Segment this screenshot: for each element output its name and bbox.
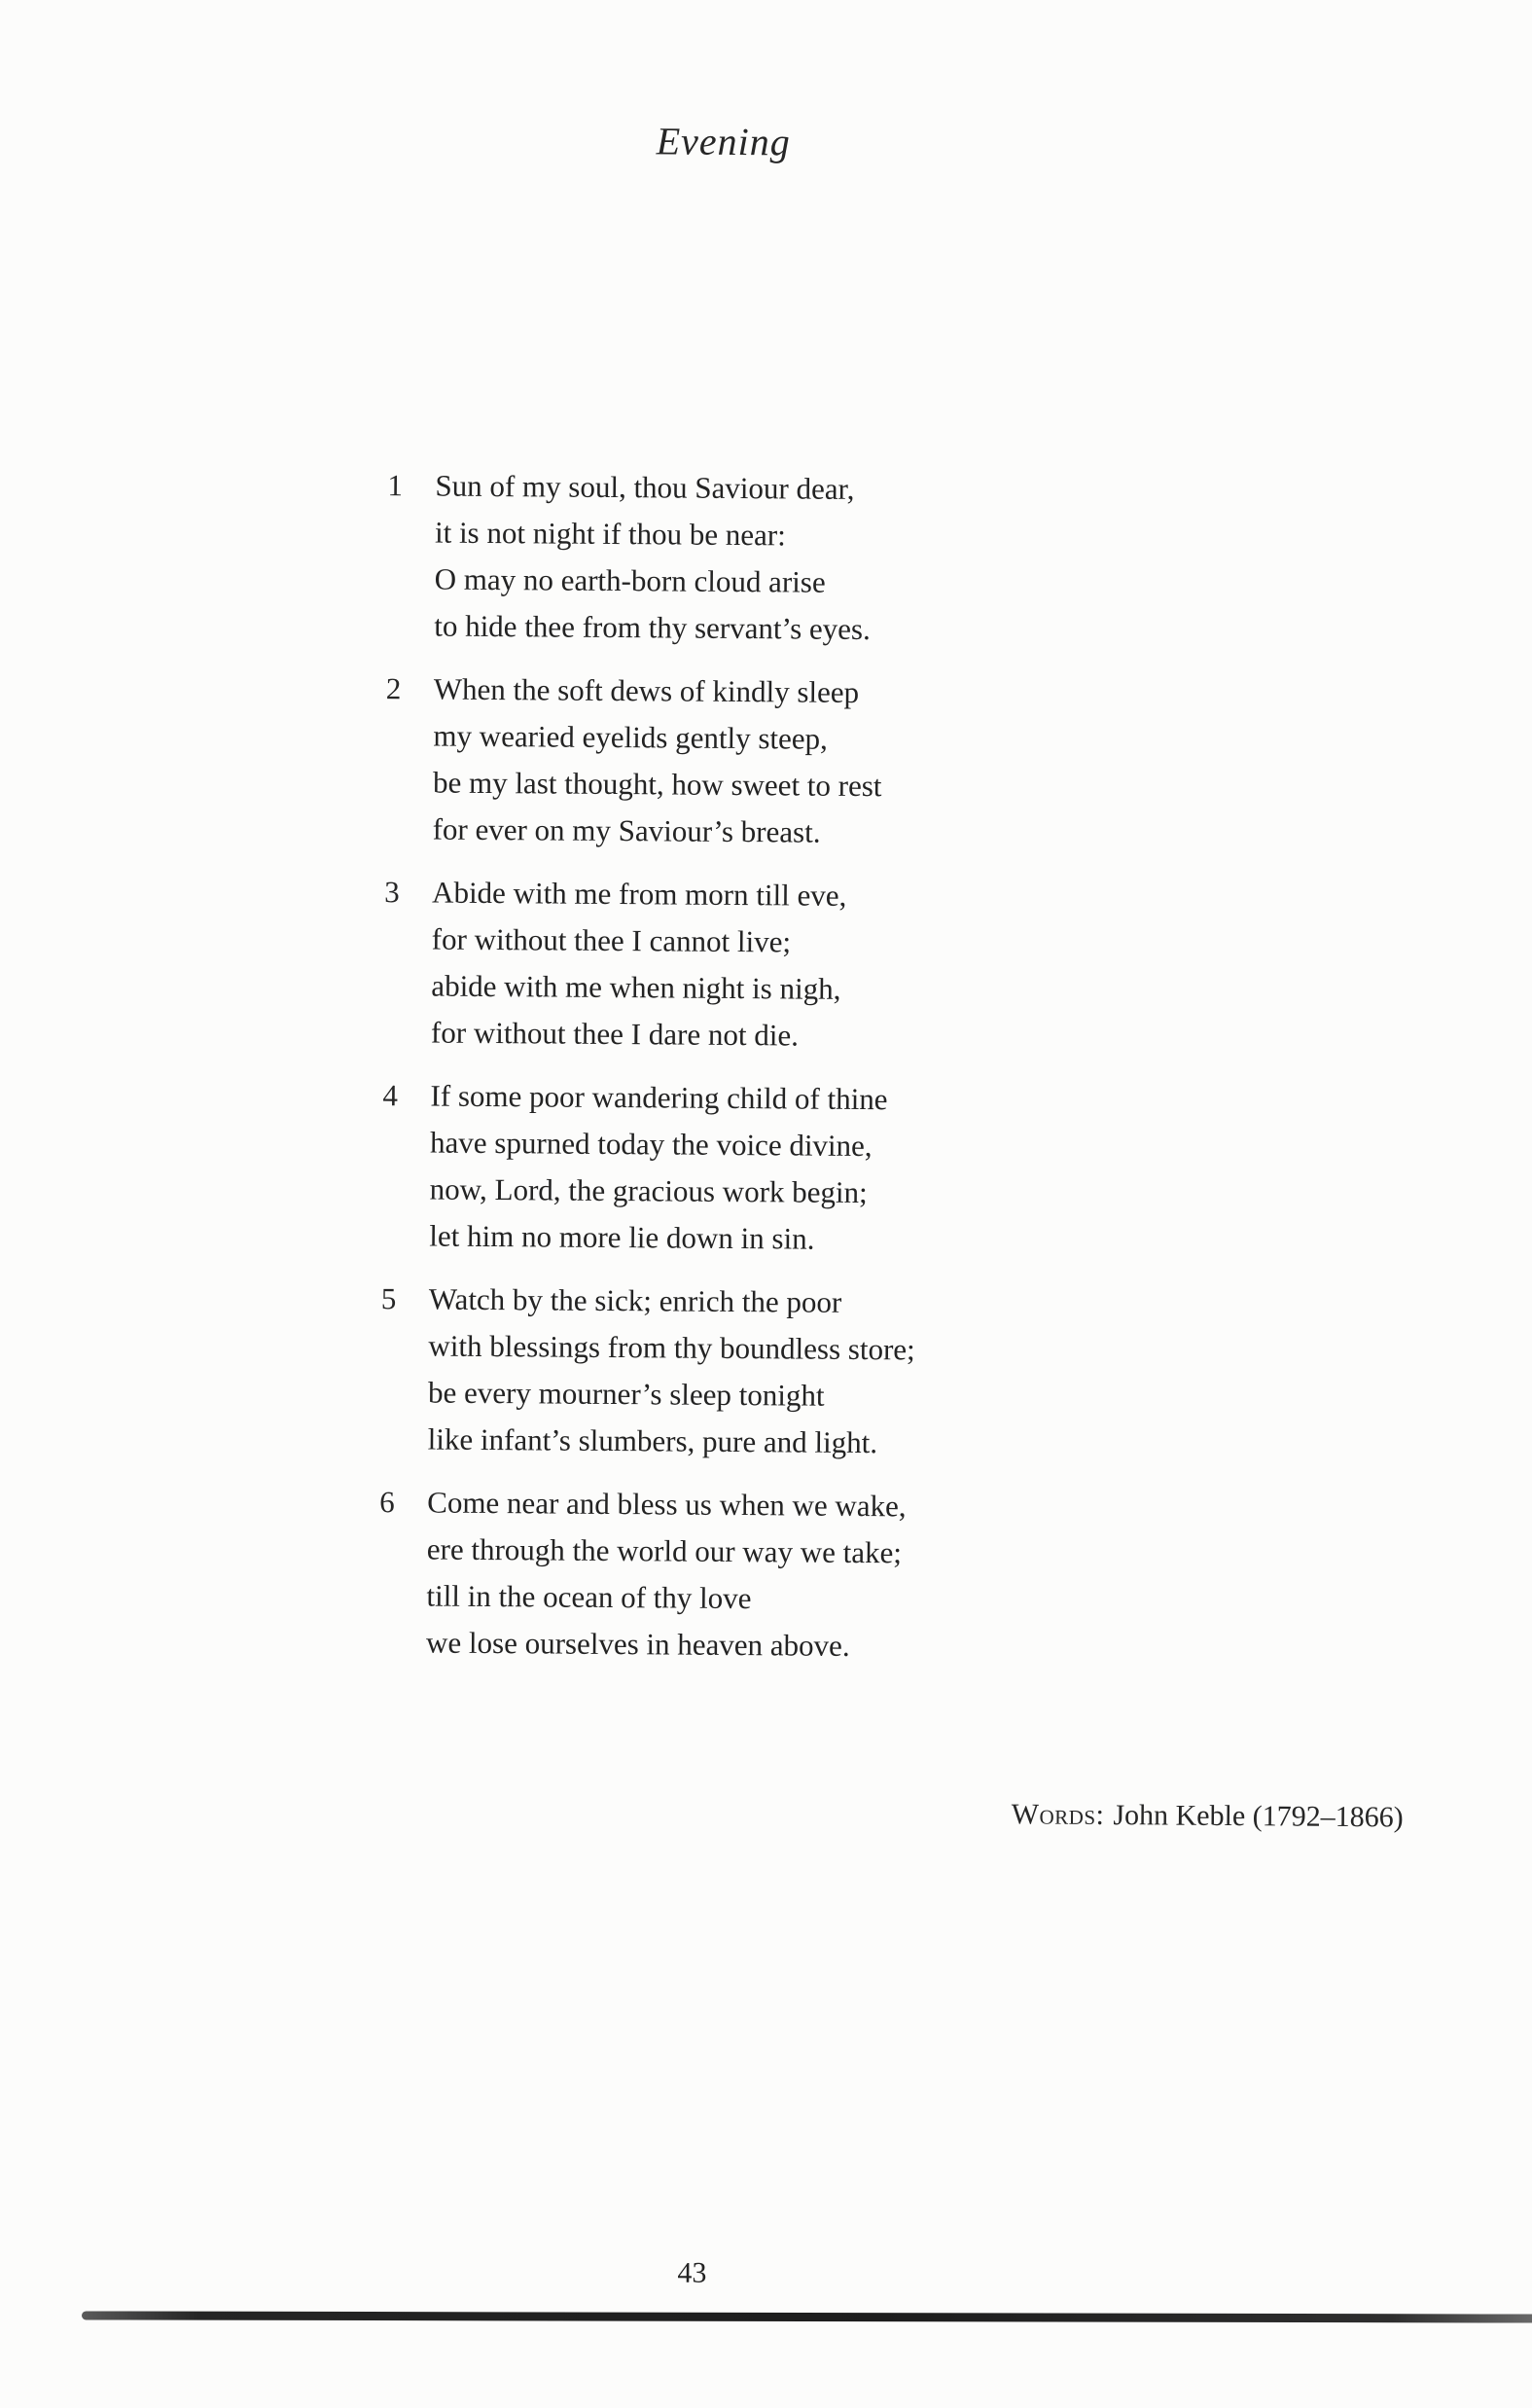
verse-number: 3	[384, 875, 400, 910]
verse-line: abide with me when night is nigh,	[431, 968, 841, 1006]
verse-line: to hide thee from thy servant’s eyes.	[434, 608, 871, 647]
words-credit	[1012, 1798, 1404, 1834]
verse-number: 6	[379, 1485, 395, 1520]
verse-line: When the soft dews of kindly sleep	[433, 671, 860, 709]
verse	[378, 1479, 914, 1670]
verse-line: like infant’s slumbers, pure and light.	[427, 1421, 878, 1460]
verse-line: be my last thought, how sweet to rest	[432, 765, 882, 804]
page-title: Evening	[656, 119, 791, 164]
hymn-verses	[378, 462, 922, 1686]
verse-line: Abide with me from morn till eve,	[432, 875, 847, 913]
verse	[384, 665, 920, 856]
verse-line: for without thee I dare not die.	[430, 1015, 800, 1053]
words-credit-text: John Keble (1792–1866)	[1113, 1799, 1404, 1834]
verse-line: till in the ocean of thy love	[426, 1578, 752, 1616]
verse-line: Sun of my soul, thou Saviour dear,	[435, 468, 855, 506]
verse-line: we lose ourselves in heaven above.	[425, 1625, 850, 1663]
verse	[381, 1072, 917, 1263]
verse-line: If some poor wandering child of thine	[430, 1078, 888, 1117]
verse-number: 5	[380, 1281, 397, 1316]
verse-line: have spurned today the voice divine,	[429, 1125, 873, 1164]
verse-line: with blessings from thy boundless store;	[428, 1328, 915, 1367]
verse	[383, 869, 919, 1060]
verse-lines	[431, 870, 847, 1060]
verse-line: my wearied eyelids gently steep,	[433, 718, 828, 756]
verse-number: 4	[382, 1078, 399, 1113]
verse-line: O may no earth-born cloud arise	[434, 561, 826, 599]
verse-lines	[432, 666, 882, 857]
verse-lines	[428, 1276, 916, 1467]
verse-lines	[434, 463, 872, 654]
verse-line: for ever on my Saviour’s breast.	[432, 811, 821, 849]
verse	[386, 462, 922, 653]
verse-line: be every mourner’s sleep tonight	[427, 1375, 825, 1413]
page-number: 43	[677, 2256, 707, 2289]
verse-line: let him no more lie down in sin.	[429, 1218, 815, 1256]
verse-line: ere through the world our way we take;	[426, 1531, 903, 1570]
verse-line: now, Lord, the gracious work begin;	[429, 1171, 868, 1210]
words-credit-label: Words:	[1011, 1798, 1105, 1831]
verse-lines	[429, 1073, 888, 1264]
verse-lines	[426, 1480, 907, 1671]
verse	[380, 1276, 916, 1466]
verse-line: Watch by the sick; enrich the poor	[428, 1281, 842, 1319]
verse-number: 2	[385, 671, 402, 706]
verse-line: it is not night if thou be near:	[434, 515, 786, 553]
verse-number: 1	[387, 468, 404, 503]
verse-line: for without thee I cannot live;	[431, 921, 792, 959]
verse-line: Come near and bless us when we wake,	[427, 1485, 907, 1524]
